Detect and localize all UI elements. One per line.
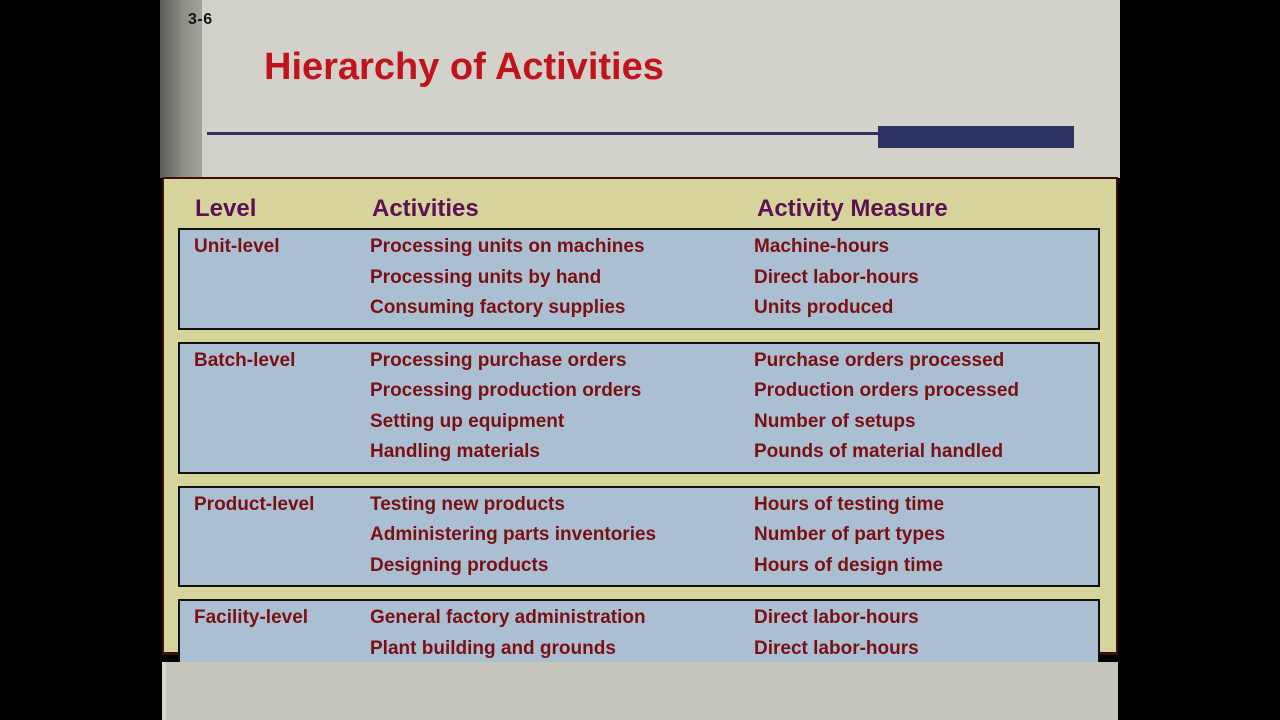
level-cell: Product-level [194, 493, 315, 515]
table-header-row [164, 179, 1116, 228]
measure-cell: Direct labor-hours [754, 637, 919, 659]
slide-title: Hierarchy of Activities [264, 46, 664, 88]
level-group-box [178, 342, 1100, 474]
activity-cell: Consuming factory supplies [370, 297, 626, 318]
column-header-activity-measure: Activity Measure [757, 195, 948, 222]
level-cell: Batch-level [194, 349, 296, 371]
table-groups [164, 228, 1116, 670]
measure-cell: Direct labor-hours [754, 607, 919, 628]
measure-cell: Hours of testing time [754, 493, 945, 515]
measure-cell: Hours of design time [754, 554, 943, 576]
activity-cell: Administering parts inventories [370, 524, 657, 545]
activity-cell: Testing new products [370, 493, 565, 515]
activity-cell: Processing production orders [370, 380, 642, 401]
activity-cell: Designing products [370, 554, 549, 576]
column-header-level: Level [195, 195, 257, 222]
bottom-gray-band [162, 662, 1118, 720]
measure-cell: Production orders processed [754, 380, 1020, 401]
column-header-activities: Activities [372, 195, 479, 222]
measure-cell: Units produced [754, 297, 894, 318]
measure-cell: Pounds of material handled [754, 441, 1004, 462]
activity-cell: Setting up equipment [370, 410, 565, 432]
activity-cell: General factory administration [370, 607, 646, 628]
activity-table-panel [162, 177, 1118, 659]
level-group-box [178, 599, 1100, 670]
level-cell: Facility-level [194, 607, 309, 628]
slide-canvas [160, 0, 1120, 178]
title-underline-accent-bar [878, 126, 1074, 148]
slide-number: 3-6 [188, 11, 213, 28]
level-cell: Unit-level [194, 236, 280, 257]
level-group-box [178, 486, 1100, 588]
measure-cell: Purchase orders processed [754, 349, 1005, 371]
activity-cell: Processing purchase orders [370, 349, 627, 371]
activity-cell: Plant building and grounds [370, 637, 616, 659]
activity-cell: Handling materials [370, 441, 540, 462]
measure-cell: Number of setups [754, 410, 916, 432]
measure-cell: Machine-hours [754, 236, 890, 257]
measure-cell: Direct labor-hours [754, 266, 919, 288]
activity-cell: Processing units on machines [370, 236, 645, 257]
level-group-box [178, 228, 1100, 330]
activity-cell: Processing units by hand [370, 266, 602, 288]
measure-cell: Number of part types [754, 524, 946, 545]
